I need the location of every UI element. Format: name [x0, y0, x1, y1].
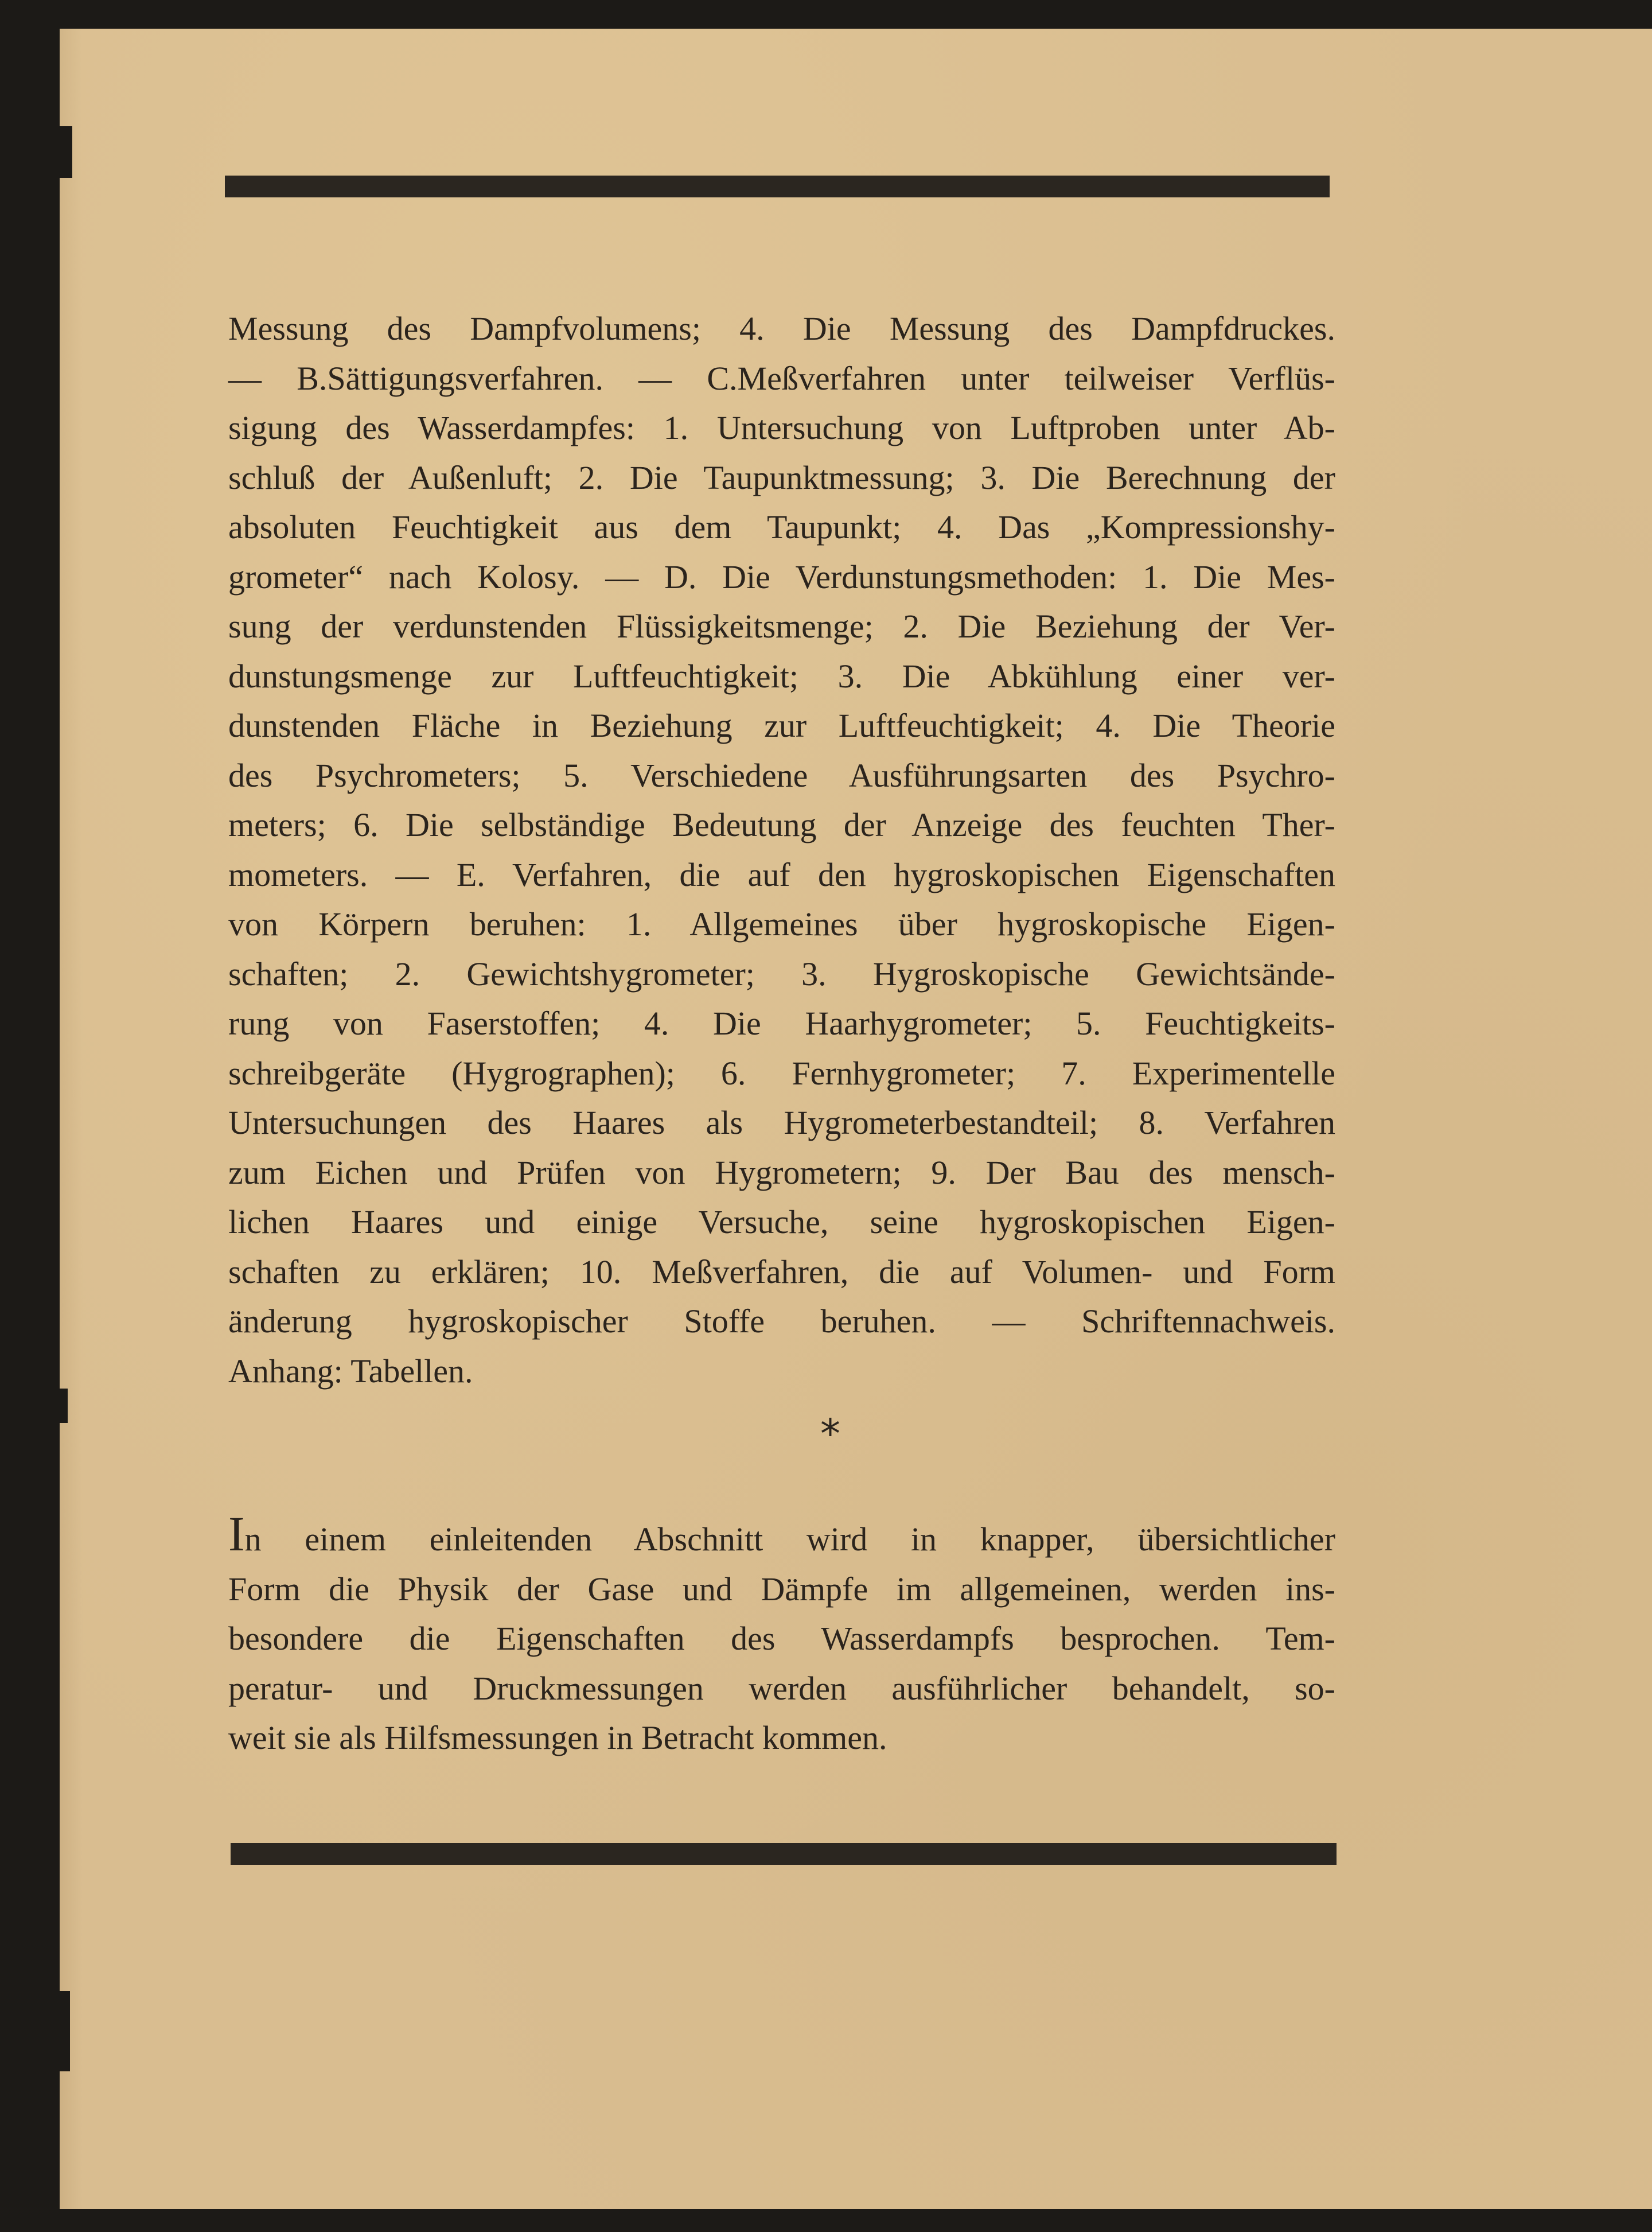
text-line: dunstenden Fläche in Beziehung zur Luftfeuchtigkeit; 4. Die Theorie [228, 707, 1335, 744]
intro-first-line [228, 1506, 1335, 1565]
text-line: lichen Haares und einige Versuche, seine hygroskopischen Eigen- [228, 1203, 1335, 1241]
table-of-contents-text [228, 304, 1335, 1396]
text-line: dunstungsmenge zur Luftfeuchtigkeit; 3. Die Abkühlung einer ver- [228, 657, 1335, 695]
top-rule [225, 176, 1330, 197]
text-line: weit sie als Hilfsmessungen in Betracht kommen. [228, 1719, 887, 1756]
drop-initial: I [228, 1506, 245, 1561]
bottom-rule [231, 1843, 1337, 1865]
text-line: Anhang: Tabellen. [228, 1352, 473, 1390]
text-line: sigung des Wasserdampfes: 1. Untersuchung von Luftproben unter Ab- [228, 409, 1335, 446]
page-edge-tear [60, 1991, 70, 2071]
page-edge-tear [60, 126, 72, 178]
asterisk-separator: * [820, 1410, 840, 1457]
intro-first-line-text: n einem einleitenden Abschnitt wird in knapper, übersichtlicher [244, 1521, 1335, 1558]
text-line: des Psychrometers; 5. Verschiedene Ausführungsarten des Psychro- [228, 756, 1335, 794]
intro-paragraph [228, 1506, 1335, 1763]
text-line: — B.Sättigungsverfahren. — C.Meßverfahren unter teilweiser Verflüs- [228, 359, 1335, 397]
text-line: Untersuchungen des Haares als Hygrometerbestandteil; 8. Verfahren [228, 1104, 1335, 1141]
text-line: peratur- und Druckmessungen werden ausführlicher behandelt, so- [228, 1669, 1335, 1707]
text-line: schaften; 2. Gewichtshygrometer; 3. Hygroskopische Gewichtsände- [228, 955, 1335, 993]
text-line: zum Eichen und Prüfen von Hygrometern; 9. Der Bau des mensch- [228, 1153, 1335, 1191]
text-line: rung von Faserstoffen; 4. Die Haarhygrometer; 5. Feuchtigkeits- [228, 1005, 1335, 1042]
text-line: von Körpern beruhen: 1. Allgemeines über hygroskopische Eigen- [228, 905, 1335, 943]
text-line: schreibgeräte (Hygrographen); 6. Fernhygrometer; 7. Experimentelle [228, 1054, 1335, 1092]
text-line: mometers. — E. Verfahren, die auf den hygroskopischen Eigenschaften [228, 856, 1335, 893]
text-line: Form die Physik der Gase und Dämpfe im allgemeinen, werden ins- [228, 1570, 1335, 1608]
text-line: Messung des Dampfvolumens; 4. Die Messung des Dampfdruckes. [228, 310, 1335, 347]
text-line: meters; 6. Die selbständige Bedeutung der Anzeige des feuchten Ther- [228, 806, 1335, 843]
text-line: schaften zu erklären; 10. Meßverfahren, die auf Volumen- und Form [228, 1253, 1335, 1290]
text-line: schluß der Außenluft; 2. Die Taupunktmessung; 3. Die Berechnung der [228, 458, 1335, 496]
text-line: absoluten Feuchtigkeit aus dem Taupunkt; 4. Das „Kompressionshy- [228, 508, 1335, 546]
text-line: grometer“ nach Kolosy. — D. Die Verdunstungsmethoden: 1. Die Mes- [228, 558, 1335, 596]
page-edge-tear [60, 1389, 68, 1423]
text-line: besondere die Eigenschaften des Wasserdampfs besprochen. Tem- [228, 1620, 1335, 1657]
text-line: sung der verdunstenden Flüssigkeitsmenge; 2. Die Beziehung der Ver- [228, 608, 1335, 645]
text-line: änderung hygroskopischer Stoffe beruhen. — Schriftennachweis. [228, 1302, 1335, 1340]
